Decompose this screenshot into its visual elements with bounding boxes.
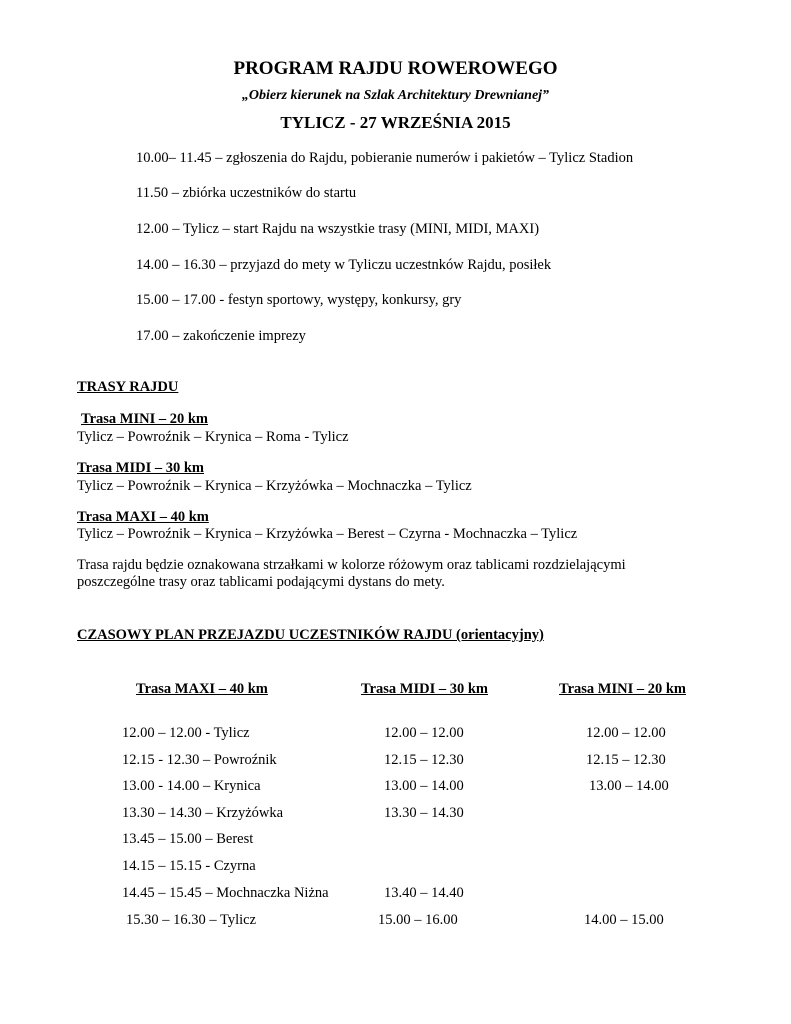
route-mini-path: Tylicz – Powroźnik – Krynica – Roma - Tylicz: [77, 429, 349, 445]
schedule-cell-maxi: 12.00 – 12.00 - Tylicz: [122, 725, 250, 741]
route-midi-name: Trasa MIDI – 30 km: [77, 460, 205, 476]
route-maxi-name: Trasa MAXI – 40 km: [77, 509, 209, 525]
routes-heading: TRASY RAJDU: [77, 379, 179, 395]
event-date: TYLICZ - 27 WRZEŚNIA 2015: [280, 113, 511, 132]
schedule-cell-maxi: 15.30 – 16.30 – Tylicz: [126, 912, 257, 928]
schedule-cell-maxi: 12.15 - 12.30 – Powroźnik: [122, 752, 277, 768]
route-mini-name: Trasa MINI – 20 km: [81, 411, 209, 427]
schedule-cell-mini: 12.00 – 12.00: [586, 725, 666, 741]
schedule-cell-maxi: 13.45 – 15.00 – Berest: [122, 831, 254, 847]
schedule-cell-maxi: 14.45 – 15.45 – Mochnaczka Niżna: [122, 885, 329, 901]
route-note-line: Trasa rajdu będzie oznakowana strzałkami w kolorze różowym oraz tablicami rozdzielającymi: [77, 557, 626, 573]
program-item: 17.00 – zakończenie imprezy: [136, 328, 306, 344]
schedule-cell-midi: 13.30 – 14.30: [384, 805, 464, 821]
schedule-cell-midi: 13.00 – 14.00: [384, 778, 464, 794]
route-midi-path: Tylicz – Powroźnik – Krynica – Krzyżówka – Mochnaczka – Tylicz: [77, 478, 472, 494]
program-item: 14.00 – 16.30 – przyjazd do mety w Tyliczu uczestnków Rajdu, posiłek: [136, 257, 552, 273]
schedule-col-midi: Trasa MIDI – 30 km: [361, 681, 489, 697]
schedule-cell-midi: 12.00 – 12.00: [384, 725, 464, 741]
schedule-col-maxi: Trasa MAXI – 40 km: [136, 681, 268, 697]
schedule-cell-maxi: 14.15 – 15.15 - Czyrna: [122, 858, 256, 874]
schedule-cell-mini: 12.15 – 12.30: [586, 752, 666, 768]
page-subtitle: „Obierz kierunek na Szlak Architektury Drewnianej”: [241, 88, 550, 103]
schedule-cell-mini: 13.00 – 14.00: [589, 778, 669, 794]
program-item: 11.50 – zbiórka uczestników do startu: [136, 185, 357, 201]
program-item: 15.00 – 17.00 - festyn sportowy, występy, konkursy, gry: [136, 292, 462, 308]
schedule-cell-maxi: 13.00 - 14.00 – Krynica: [122, 778, 261, 794]
schedule-cell-midi: 12.15 – 12.30: [384, 752, 464, 768]
schedule-cell-midi: 15.00 – 16.00: [378, 912, 458, 928]
route-maxi-path: Tylicz – Powroźnik – Krynica – Krzyżówka – Berest – Czyrna - Mochnaczka – Tylicz: [77, 526, 578, 542]
schedule-cell-mini: 14.00 – 15.00: [584, 912, 664, 928]
schedule-heading: CZASOWY PLAN PRZEJAZDU UCZESTNIKÓW RAJDU (orientacyjny): [77, 627, 544, 643]
page-title: PROGRAM RAJDU ROWEROWEGO: [233, 58, 558, 79]
schedule-col-mini: Trasa MINI – 20 km: [559, 681, 687, 697]
schedule-cell-midi: 13.40 – 14.40: [384, 885, 464, 901]
route-note-line: poszczególne trasy oraz tablicami podającymi dystans do mety.: [77, 574, 445, 590]
schedule-cell-maxi: 13.30 – 14.30 – Krzyżówka: [122, 805, 284, 821]
program-item: 10.00– 11.45 – zgłoszenia do Rajdu, pobieranie numerów i pakietów – Tylicz Stadion: [136, 150, 634, 166]
program-item: 12.00 – Tylicz – start Rajdu na wszystkie trasy (MINI, MIDI, MAXI): [136, 221, 540, 237]
